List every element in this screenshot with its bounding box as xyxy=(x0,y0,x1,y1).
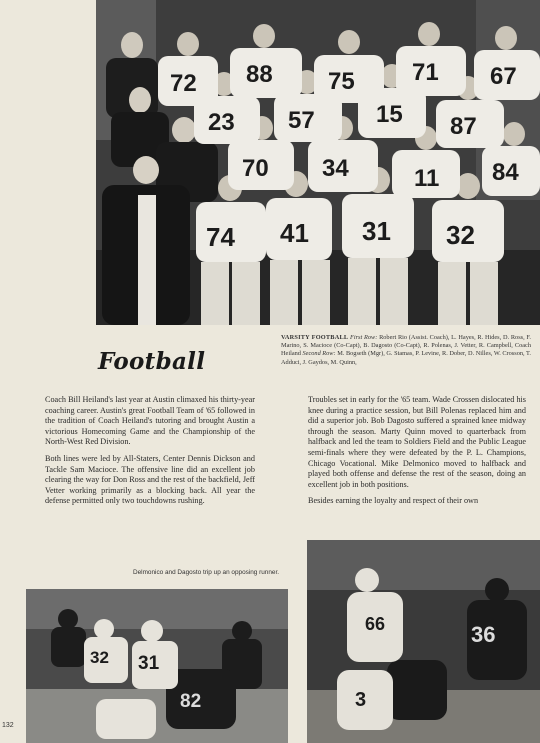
caption-second-row: M. Bogseth (Mgr), G. Stamas, P. Levine, R. Dober, D. Nilles, W. Crosson, T. Adduci, J. Gaydos, M. Quinn, xyxy=(281,350,531,366)
caption-second-row-label: Second Row: xyxy=(302,350,336,358)
jersey-number: 87 xyxy=(450,113,477,140)
jersey-number: 57 xyxy=(288,107,315,134)
jersey-number: 88 xyxy=(246,61,273,88)
jersey-number: 31 xyxy=(362,216,391,246)
jersey-number: 41 xyxy=(280,218,309,248)
team-photo xyxy=(96,0,540,325)
action-photo-caption: Delmonico and Dagosto trip up an opposing runner. xyxy=(133,569,280,576)
jersey-number: 71 xyxy=(412,59,439,86)
jersey-number: 23 xyxy=(208,109,235,136)
jersey-number: 70 xyxy=(242,155,269,182)
jersey-number: 36 xyxy=(471,622,496,647)
article-paragraph: Both lines were led by All-Staters, Center Dennis Dickson and Tackle Sam Macioce. The offensive line did an excellent job clearing the way for Don Ross and the rest of the backfield, Jeff Vetter working primarily as a blocking back. All year the defense permitted only two touchdowns rushing. xyxy=(45,453,255,506)
action-photo-left xyxy=(26,589,288,743)
article-column-left xyxy=(45,395,255,513)
jersey-number: 72 xyxy=(170,70,197,97)
caption-first-row: Robert Rio (Assist. Coach), L. Hayes, R. Hides, D. Ross, F. Marino, S. Macioce (Co-Capt), B. Dagosto (Co-Capt), R. Polenas, J. Vetter, R. Campbell, Coach Heiland xyxy=(281,334,532,358)
jersey-number: 32 xyxy=(90,648,109,667)
jersey-number: 15 xyxy=(376,101,403,128)
article-column-right xyxy=(308,395,526,513)
action-photo-left-image xyxy=(26,589,288,743)
caption-lead: VARSITY FOOTBALL xyxy=(281,334,349,341)
jersey-number: 66 xyxy=(365,614,386,634)
page-number: 132 xyxy=(2,722,14,729)
jersey-number: 3 xyxy=(355,689,367,711)
action-photo-right xyxy=(307,540,540,743)
jersey-number: 75 xyxy=(328,68,355,95)
article-paragraph: Besides earning the loyalty and respect of their own xyxy=(308,496,479,506)
jersey-number: 74 xyxy=(206,222,235,252)
page-title: Football xyxy=(98,348,206,375)
jersey-number: 84 xyxy=(492,159,519,186)
jersey-number: 67 xyxy=(490,63,517,90)
jersey-number: 11 xyxy=(414,165,440,192)
jersey-number: 32 xyxy=(446,220,475,250)
jersey-number: 31 xyxy=(138,653,160,674)
team-photo-caption xyxy=(281,334,531,367)
jersey-number: 34 xyxy=(322,155,349,182)
article-paragraph: Troubles set in early for the '65 team. Wade Crossen dislocated his knee during a practice session, but Bill Polenas replaced him and did a superior job. Bob Dagosto suffered a sprained knee midway through the season. Marty Quinn moved to quarterback from halfback and led the team to Soldiers Field and the Public League semi-finals where they were defeated by the P. L. Champions, Chicago Vocational. Mike Delmonico moved to halfback and played both offense and defense the rest of the season, doing an excellent job in both positions. xyxy=(308,395,526,489)
action-photo-right-image xyxy=(307,540,540,743)
team-photo-image xyxy=(96,0,540,325)
caption-first-row-label: First Row: xyxy=(350,334,378,341)
jersey-number: 82 xyxy=(180,691,202,712)
article-paragraph: Coach Bill Heiland's last year at Austin climaxed his thirty-year coaching career. Austin's great Football Team of '65 followed in the tradition of Coach Heiland's tutoring and brought Austin a victorious Homecoming Game and the Championship of the North-West Red Division. xyxy=(45,395,255,447)
